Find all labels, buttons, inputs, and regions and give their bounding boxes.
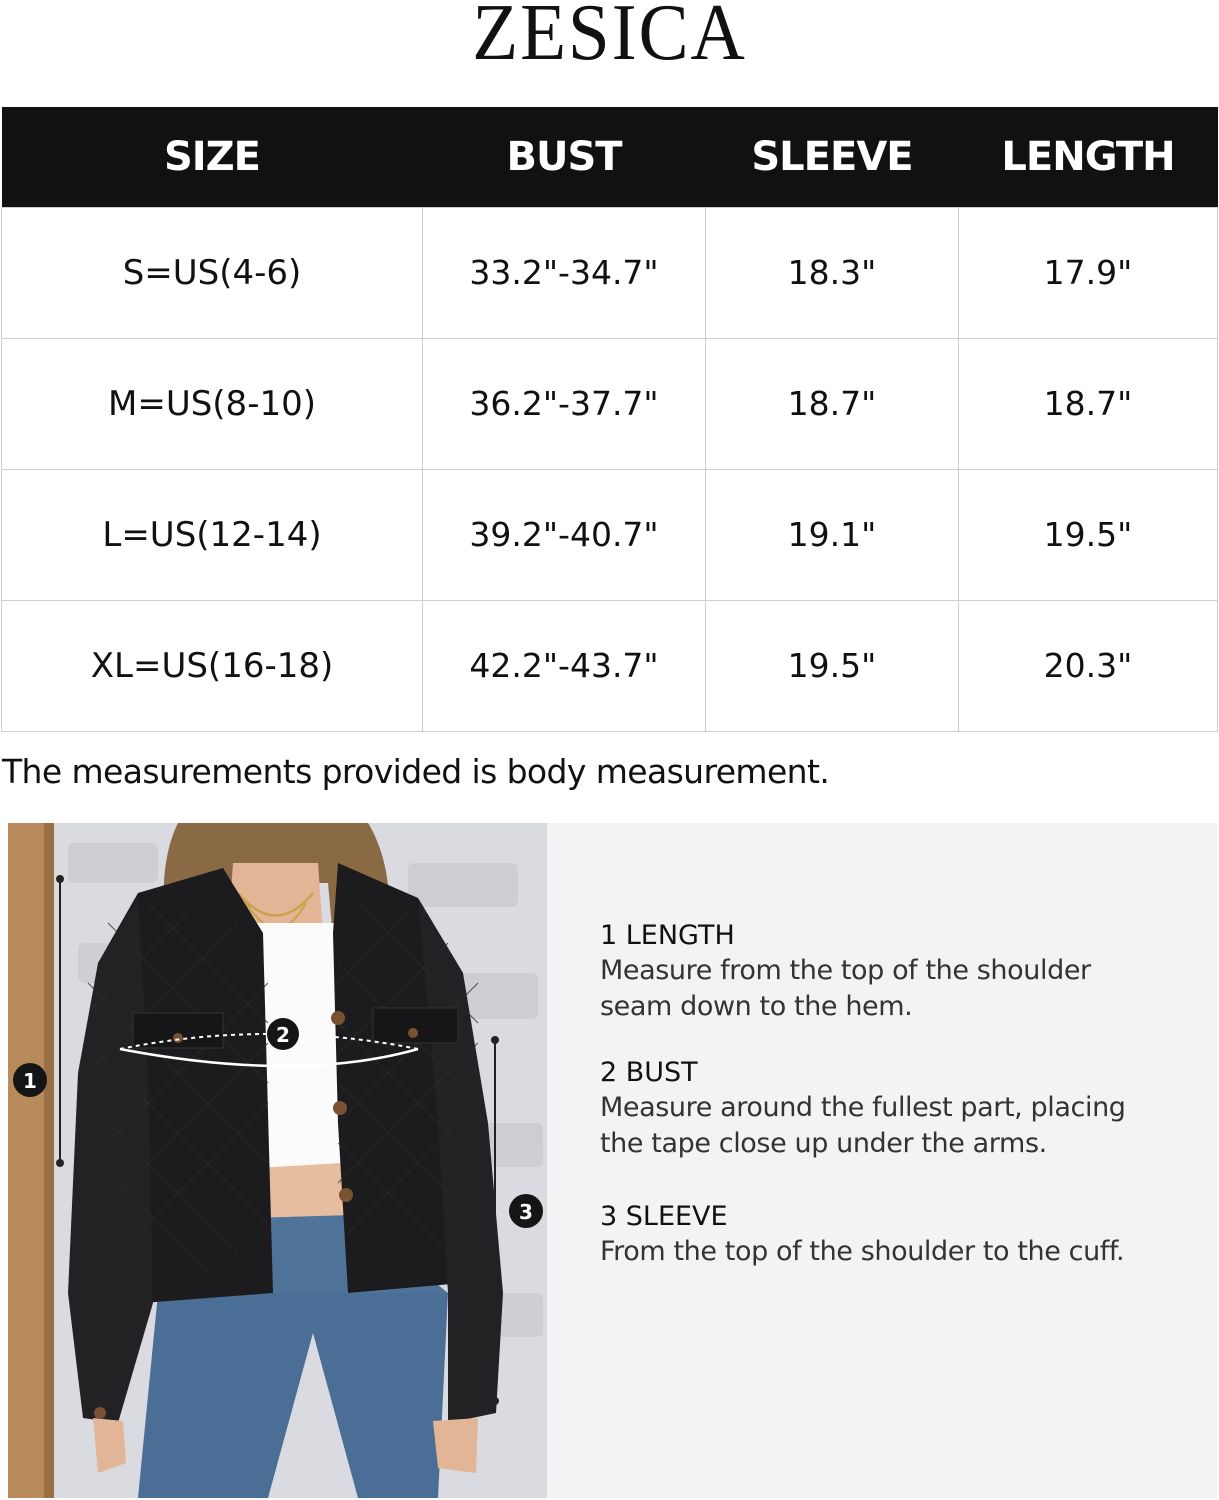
table-row (2, 600, 1218, 731)
guide-sleeve-desc-line: From the top of the shoulder to the cuff. (600, 1236, 1125, 1267)
cell-size: M=US(8-10) (2, 338, 423, 469)
header-bust: BUST (423, 107, 706, 207)
cell-sleeve: 19.5" (706, 600, 959, 731)
guide-sleeve-title: 3 SLEEVE (600, 1201, 728, 1232)
table-row (2, 207, 1218, 338)
guide-length-desc-line: Measure from the top of the shoulder (600, 955, 1091, 986)
measurement-guide (547, 823, 1217, 1498)
cell-size: L=US(12-14) (2, 469, 423, 600)
guide-bust-desc-line: Measure around the fullest part, placing (600, 1092, 1126, 1123)
measurement-note: The measurements provided is body measurement. (2, 752, 830, 791)
cell-bust: 39.2"-40.7" (423, 469, 706, 600)
cell-bust: 36.2"-37.7" (423, 338, 706, 469)
cell-length: 19.5" (959, 469, 1218, 600)
guide-sleeve (600, 1200, 1200, 1270)
model-illustration (8, 823, 547, 1498)
length-marker-label: 1 (23, 1069, 37, 1093)
guide-bust (600, 1056, 1200, 1162)
cell-length: 18.7" (959, 338, 1218, 469)
cell-sleeve: 19.1" (706, 469, 959, 600)
cell-bust: 33.2"-34.7" (423, 207, 706, 338)
guide-length-desc-line: seam down to the hem. (600, 991, 913, 1022)
model-photo (8, 823, 547, 1498)
cell-sleeve: 18.3" (706, 207, 959, 338)
size-chart-table (1, 107, 1218, 732)
cell-length: 20.3" (959, 600, 1218, 731)
cell-sleeve: 18.7" (706, 338, 959, 469)
right-chest-pocket-flap (373, 1008, 458, 1043)
table-row (2, 469, 1218, 600)
cell-size: XL=US(16-18) (2, 600, 423, 731)
header-sleeve: SLEEVE (706, 107, 959, 207)
header-length: LENGTH (959, 107, 1218, 207)
table-header-row (2, 107, 1218, 207)
guide-bust-desc-line: the tape close up under the arms. (600, 1128, 1047, 1159)
cell-bust: 42.2"-43.7" (423, 600, 706, 731)
brand-logo: ZESICA (472, 0, 747, 77)
cell-size: S=US(4-6) (2, 207, 423, 338)
bust-marker-label: 2 (276, 1023, 290, 1047)
cell-length: 17.9" (959, 207, 1218, 338)
guide-length (600, 919, 1200, 1025)
guide-bust-title: 2 BUST (600, 1057, 698, 1088)
guide-length-title: 1 LENGTH (600, 920, 735, 951)
header-size: SIZE (2, 107, 423, 207)
table-row (2, 338, 1218, 469)
sleeve-marker-label: 3 (519, 1200, 533, 1224)
